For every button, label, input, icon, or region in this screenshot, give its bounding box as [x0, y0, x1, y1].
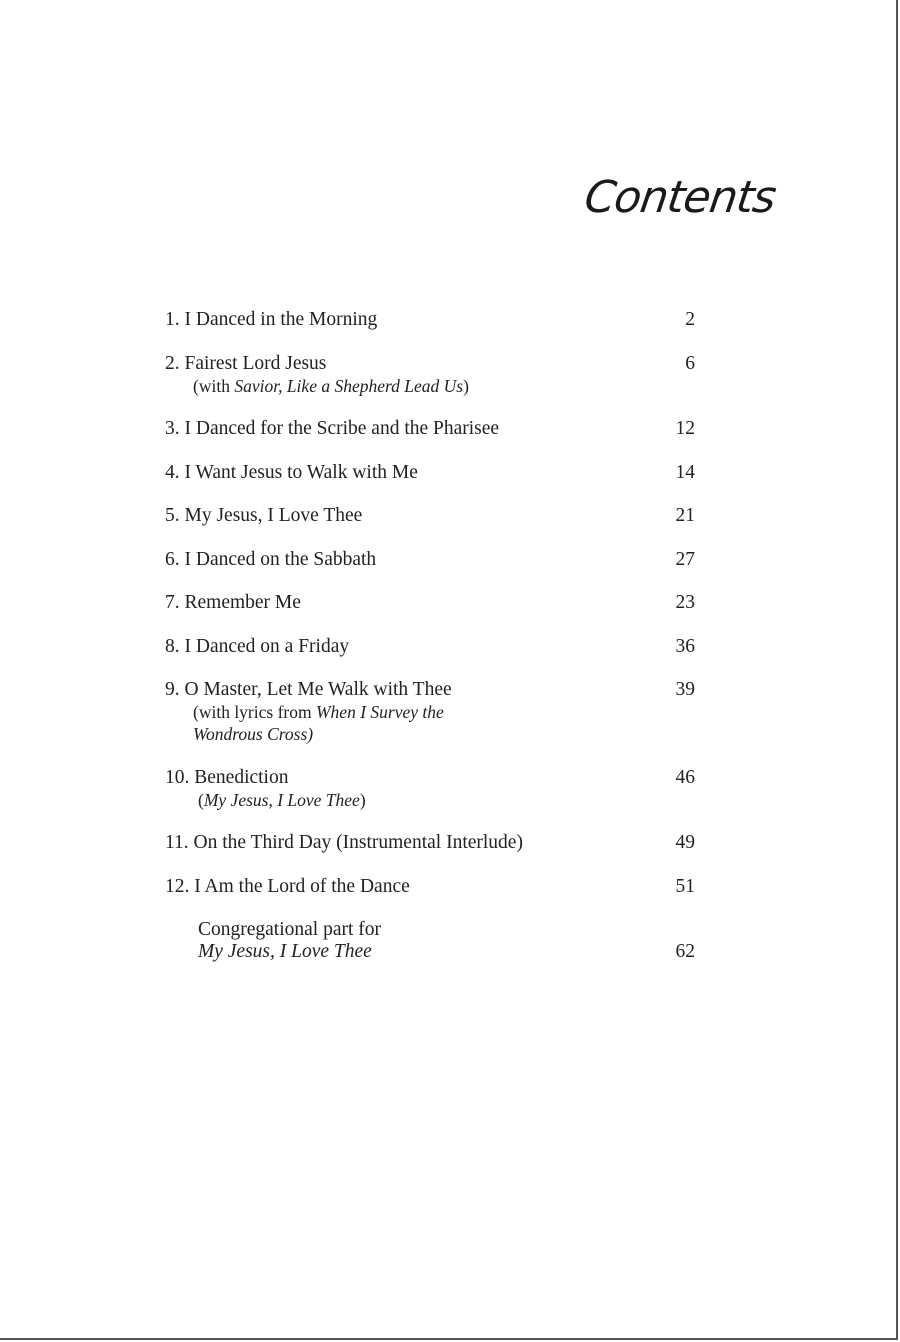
entry-page: 49	[675, 832, 695, 853]
entry-title-continued: My Jesus, I Love Thee	[198, 941, 372, 962]
entry-subtitle: (My Jesus, I Love Thee)	[198, 789, 366, 810]
entry-number: 10.	[165, 766, 190, 788]
entry-number: 4.	[165, 461, 180, 483]
entry-page: 6	[685, 352, 695, 374]
entry-page: 62	[675, 941, 695, 962]
entry-subtitle: (with Savior, Like a Shepherd Lead Us)	[193, 375, 469, 396]
entry-number: 7.	[165, 592, 180, 613]
entry-number: 1.	[165, 309, 180, 330]
toc-entry	[165, 549, 695, 571]
toc-entry	[165, 592, 695, 614]
page-title: Contents	[581, 172, 779, 223]
toc-entry	[165, 832, 695, 854]
entry-title: On the Third Day (Instrumental Interlude)	[193, 832, 523, 853]
entry-subtitle-continued: Wondrous Cross)	[193, 724, 314, 744]
entry-title: I Danced for the Scribe and the Pharisee	[184, 418, 500, 439]
entry-title: I Danced in the Morning	[184, 309, 378, 330]
toc-entry	[165, 353, 695, 397]
entry-title: My Jesus, I Love Thee	[184, 505, 363, 526]
table-of-contents	[165, 309, 695, 985]
entry-page: 23	[675, 592, 695, 613]
entry-subtitle: (with lyrics from When I Survey the	[193, 702, 444, 722]
toc-entry	[165, 462, 695, 484]
entry-number: 2.	[165, 352, 180, 374]
entry-title: Benediction	[194, 766, 289, 788]
entry-number: 8.	[165, 635, 180, 657]
entry-title: I Danced on a Friday	[184, 635, 350, 657]
entry-page: 27	[675, 548, 695, 570]
entry-title: Congregational part for	[198, 919, 382, 940]
toc-entry	[165, 309, 695, 331]
entry-title: Fairest Lord Jesus	[184, 352, 327, 374]
toc-entry	[165, 505, 695, 527]
entry-page: 14	[675, 461, 695, 483]
entry-number: 12.	[165, 875, 190, 897]
entry-number: 9.	[165, 679, 180, 700]
entry-page: 46	[675, 766, 695, 788]
entry-page: 21	[675, 505, 695, 526]
entry-page: 39	[675, 679, 695, 700]
entry-title: I Want Jesus to Walk with Me	[184, 461, 418, 483]
entry-number: 6.	[165, 548, 180, 570]
toc-entry	[165, 636, 695, 658]
entry-number: 5.	[165, 505, 180, 526]
entry-title: I Danced on the Sabbath	[184, 548, 377, 570]
toc-entry-congregational	[165, 919, 695, 963]
toc-entry	[165, 876, 695, 898]
entry-page: 36	[675, 635, 695, 657]
entry-page: 12	[675, 418, 695, 439]
entry-number: 11.	[165, 832, 189, 853]
toc-entry	[165, 767, 695, 811]
entry-page: 2	[685, 309, 695, 330]
toc-entry	[165, 418, 695, 440]
entry-number: 3.	[165, 418, 180, 439]
entry-page: 51	[675, 875, 695, 897]
toc-entry	[165, 679, 695, 745]
entry-title: O Master, Let Me Walk with Thee	[184, 679, 452, 700]
entry-title: Remember Me	[184, 592, 301, 613]
entry-title: I Am the Lord of the Dance	[194, 875, 410, 897]
